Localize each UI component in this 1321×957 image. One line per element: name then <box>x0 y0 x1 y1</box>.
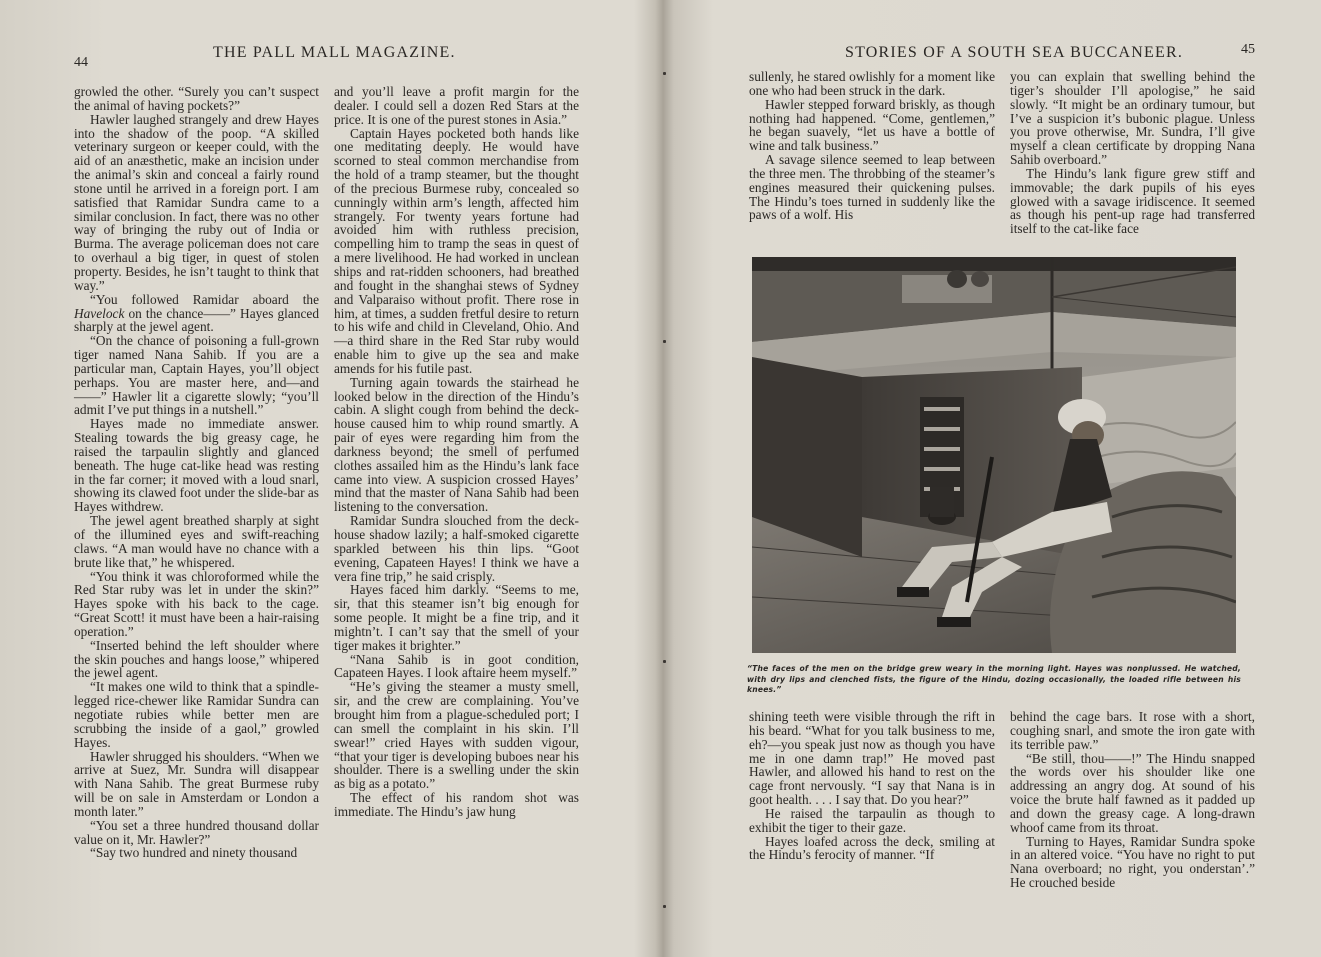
page-number-left: 44 <box>74 55 88 70</box>
paragraph: “On the chance of poisoning a full-grown tiger named Nana Sahib. If you are a particular man, Captain Hayes, you’ll object perhaps. You are master here, and—and——” Hawler lit a cigarette slowly; “you’ll admit I’ve put things in a nutshell.” <box>74 333 319 418</box>
paragraph: Turning again towards the stairhead he looked below in the direction of the Hindu’s cabin. A slight cough from behind the deck-house caused him to whip round smartly. A pair of eyes were regarding him from the darkness beyond; the smell of perfumed clothes assailed him as the Hindu’s lank face came into view. A suspicion crossed Hayes’ mind that the master of Nana Sahib had been listening to the conversation. <box>334 374 579 515</box>
illustration <box>752 257 1236 653</box>
paragraph: Hayes faced him darkly. “Seems to me, sir, that this steamer isn’t big enough for some people. It might be a fine trip, and it mightn’t. I can’t say that the smell of your tiger makes it brighter.” <box>334 582 579 653</box>
paragraph-text: on the chance——” Hayes glanced sharply at the jewel agent. <box>74 305 319 335</box>
paragraph: “Nana Sahib is in goot condition, Capateen Hayes. I look aftaire heem myself.” <box>334 651 579 681</box>
paragraph: growled the other. “Surely you can’t suspect the animal of having pockets?” <box>74 84 319 113</box>
paragraph: “Inserted behind the left shoulder where the skin pouches and hangs loose,” whipered the jewel agent. <box>74 637 319 681</box>
page-number-right: 45 <box>1241 42 1255 57</box>
paragraph: Hawler shrugged his shoulders. “When we arrive at Suez, Mr. Sundra will disappear with Nana Sahib. The great Burmese ruby will be on sale in Amsterdam or London a month later.” <box>74 748 319 819</box>
paragraph: The effect of his random shot was immediate. The Hindu’s jaw hung <box>334 790 579 819</box>
left-column-1 <box>74 85 319 860</box>
paragraph: The Hindu’s lank figure grew stiff and immovable; the dark pupils of his eyes glowed with a savage iridiscence. It seemed as though his pent-up rage had transferred itself to the cat-like face <box>1010 165 1255 237</box>
paragraph: “Be still, thou——!” The Hindu snapped the words over his shoulder like one addressing an angry dog. At sound of his voice the brute half fawned as it padded up and down the greasy cage. A long-drawn whoof came from its throat. <box>1010 750 1255 835</box>
right-page <box>661 0 1321 957</box>
paragraph: “It makes one wild to think that a spindle-legged rice-chewer like Ramidar Sundra can negotiate rubies while better men are scrubbing the inside of a gaol,” growled Hayes. <box>74 679 319 750</box>
paragraph-text: “You followed Ramidar aboard the <box>90 291 319 307</box>
deck-scene-illustration <box>752 257 1236 653</box>
running-head-right: STORIES OF A SOUTH SEA BUCCANEER. <box>845 44 1184 61</box>
paragraph: Turning to Hayes, Ramidar Sundra spoke in an altered voice. “You have no right to put Nana overboard; no right, you onderstan’.” He crouched beside <box>1010 833 1255 891</box>
paragraph: He raised the tarpaulin as though to exhibit the tiger to their gaze. <box>749 805 995 835</box>
italic-title: Havelock <box>74 305 125 321</box>
paragraph: Hayes made no immediate answer. Stealing towards the big greasy cage, he raised the tarpaulin slightly and glanced beneath. The huge cat-like head was resting in the far corner; it moved with a loud snarl, showing its clawed foot under the slide-bar as Hayes withdrew. <box>74 416 319 515</box>
running-head-left: THE PALL MALL MAGAZINE. <box>213 44 456 61</box>
paragraph: “You think it was chloroformed while the Red Star ruby was let in under the skin?” Hayes spoke with his back to the cage. “Great Scott! it must have been a hair-raising operation.” <box>74 568 319 639</box>
right-top-column-1 <box>749 70 995 222</box>
left-column-2 <box>334 85 579 819</box>
right-bottom-column-2 <box>1010 710 1255 890</box>
paragraph: sullenly, he stared owlishly for a moment like one who had been struck in the dark. <box>749 69 995 98</box>
paragraph: Ramidar Sundra slouched from the deck-house shadow lazily; a half-smoked cigarette sparkled between his thin lips. “Goot evening, Capateen Hayes! I think we have a vera fine trip,” he said crisply. <box>334 513 579 584</box>
paragraph: “You set a three hundred thousand dollar value on it, Mr. Hawler?” <box>74 817 319 847</box>
illustration-caption: “The faces of the men on the bridge grew weary in the morning light. Hayes was nonplussed. He watched, with dry lips and clenched fists, the figure of the Hindu, dozing occasionally, the loaded rifle between his knees.” <box>747 664 1241 694</box>
paragraph <box>74 293 319 335</box>
paragraph: Hawler laughed strangely and drew Hayes into the shadow of the poop. “A skilled veterinary surgeon or keeper could, with the aid of an anæsthetic, make an incision under the animal’s skin and conceal a fairly round stone until he arrived in a foreign port. I am satisfied that Ramidar Sundra came to a similar conclusion. In fact, there was no other way of bringing the ruby out of India or Burma. The average policeman does not care to overhaul a big tiger, in quest of stolen property. Besides, he isn’t taught to think that way.” <box>74 111 319 293</box>
paragraph: behind the cage bars. It rose with a short, coughing snarl, and smote the iron gate with its terrible paw.” <box>1010 709 1255 752</box>
paragraph: Hawler stepped forward briskly, as though nothing had happened. “Come, gentlemen,” he began suavely, “let us have a bottle of wine and talk business.” <box>749 96 995 154</box>
paragraph: and you’ll leave a profit margin for the dealer. I could sell a dozen Red Stars at the price. It is one of the purest stones in Asia.” <box>334 84 579 127</box>
right-top-column-2 <box>1010 70 1255 236</box>
right-bottom-column-1 <box>749 710 995 862</box>
left-page <box>0 0 660 957</box>
paragraph: “Say two hundred and ninety thousand <box>90 845 298 861</box>
paragraph: shining teeth were visible through the rift in his beard. “What for you talk business to me, eh?—you speak just now as though you have me in one damn trap!” He moved past Hawler, and allowed his hand to rest on the cage front nervously. “I say that Nana is in goot health. . . . I say that. Do you hear?” <box>749 709 995 808</box>
paragraph: Hayes loafed across the deck, smiling at the Hindu’s ferocity of manner. “If <box>749 833 995 863</box>
paragraph: Captain Hayes pocketed both hands like one meditating deeply. He would have scorned to steal common merchandise from the hold of a tramp steamer, but the thought of the precious Burmese ruby, concealed so cunningly within arm’s length, affected him strangely. For twenty years fortune had avoided him with ruthless precision, compelling him to tramp the seas in quest of a mere livelihood. He had worked in unclean ships and rat-ridden schooners, had breathed and fought in the shanghai stews of Sydney and Valparaiso without profit. There rose in him, at times, a sudden fretful desire to return to his wife and child in Cleveland, Ohio. And—a third share in the Red Star ruby would enable him to give up the sea and make amends for his futile past. <box>334 125 579 376</box>
paragraph: The jewel agent breathed sharply at sight of the illumined eyes and swift-reaching claws. “A man would have no chance with a brute like that,” he whispered. <box>74 513 319 570</box>
paragraph: you can explain that swelling behind the tiger’s shoulder I’ll apologise,” he said slowly. “It might be an ordinary tumour, but I’ve a suspicion it’s bubonic plague. Unless you prove otherwise, Mr. Sundra, I’ll give myself a clean certificate by dropping Nana Sahib overboard.” <box>1010 69 1255 168</box>
paragraph: “He’s giving the steamer a musty smell, sir, and the crew are complaining. You’ve brought him from a plague-scheduled port; I can smell the complaint in his skin. I’ll swear!” cried Hayes with sudden vigour, “that your tiger is developing buboes near his shoulder. There is a swelling under the skin as big as a potato.” <box>334 679 579 792</box>
paragraph: A savage silence seemed to leap between the three men. The throbbing of the steamer’s engines measured their quickening pulses. The Hindu’s toes turned in suddenly like the paws of a wolf. His <box>749 152 995 223</box>
